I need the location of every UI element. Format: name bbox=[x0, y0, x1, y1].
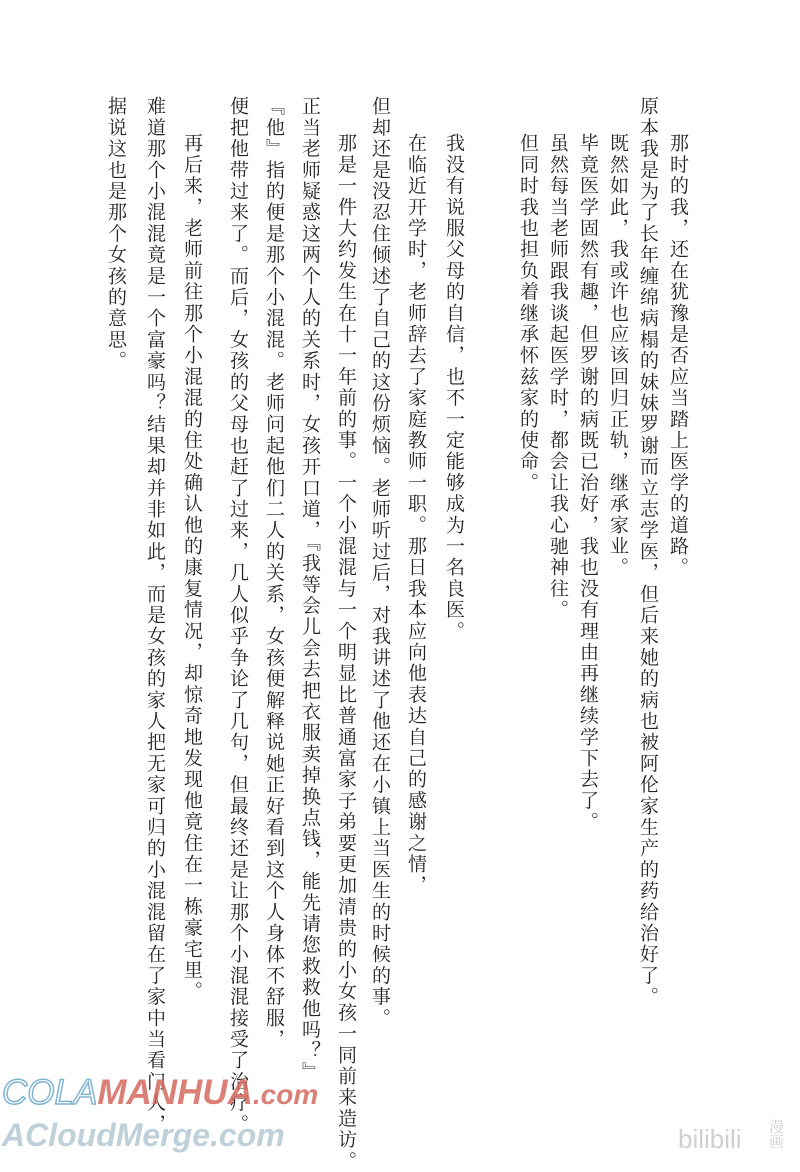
colamanhua-watermark bbox=[2, 1074, 318, 1114]
watermark-cola: COLA bbox=[2, 1073, 98, 1112]
text-column: 那是一件大约发生在十一年前的事。一个小混混与一个明显比普通富家子弟要更加清贵的小女孩一同前来造访。 bbox=[335, 133, 357, 1172]
text-column: 据说这也是那个女孩的意思。 bbox=[105, 96, 127, 372]
text-column: 难道那个小混混竟是一个富豪吗？结果却并非如此，而是女孩的家人把无家可归的小混混留在了家中当看门人， bbox=[144, 96, 166, 1135]
bilibili-logo: bilibili bbox=[678, 1124, 742, 1154]
text-column: 既然如此，我或许也应该回归正轨，继承家业。 bbox=[607, 133, 629, 579]
text-column: 『他』指的便是那个小混混。老师问起他们二人的关系，女孩便解释说她正好看到这个人身体不舒服， bbox=[263, 96, 285, 1050]
text-column: 正当老师疑惑这两个人的关系时，女孩开口道，『我等会儿会去把衣服卖掉换点钱，能先请您救救他吗？』 bbox=[299, 96, 321, 1083]
text-column: 那时的我，还在犹豫是否应当踏上医学的道路。 bbox=[667, 133, 689, 579]
text-column: 再后来，老师前往那个小混混的住处确认他的康复情况，却惊奇地发现他竟住在一栋豪宅里。 bbox=[181, 133, 203, 1003]
watermark-com: .com bbox=[252, 1079, 319, 1110]
text-column: 虽然每当老师跟我谈起医学时，都会让我心驰神往。 bbox=[547, 133, 569, 621]
watermark-manhua: MANHUA bbox=[97, 1073, 253, 1112]
bilibili-manga-label: 漫画 bbox=[767, 1119, 785, 1149]
text-column: 便把他带过来了。而后，女孩的父母也赶了过来，几人似乎争论了几句，但最终还是让那个小混混接受了治疗。 bbox=[227, 96, 249, 1135]
text-column: 毕竟医学固然有趣，但罗谢的病既已治好，我也没有理由再继续学下去了。 bbox=[577, 133, 599, 833]
text-column: 在临近开学时，老师辞去了家庭教师一职。那日我本应向他表达自己的感谢之情， bbox=[405, 133, 427, 897]
acloudmerge-watermark: ACloudMerge.com bbox=[2, 1117, 285, 1153]
text-column: 但却还是没忍住倾述了自己的这份烦恼。老师听过后，对我讲述了他还在小镇上当医生的时候的事。 bbox=[369, 96, 391, 1029]
text-column: 原本我是为了长年缠绵病榻的妹妹罗谢而立志学医，但后来她的病也被阿伦家生产的药给治好了。 bbox=[637, 96, 659, 1008]
text-column: 我没有说服父母的自信，也不一定能够成为一名良医。 bbox=[443, 133, 465, 642]
text-column: 但同时我也担负着继承怀兹家的使命。 bbox=[517, 133, 539, 494]
